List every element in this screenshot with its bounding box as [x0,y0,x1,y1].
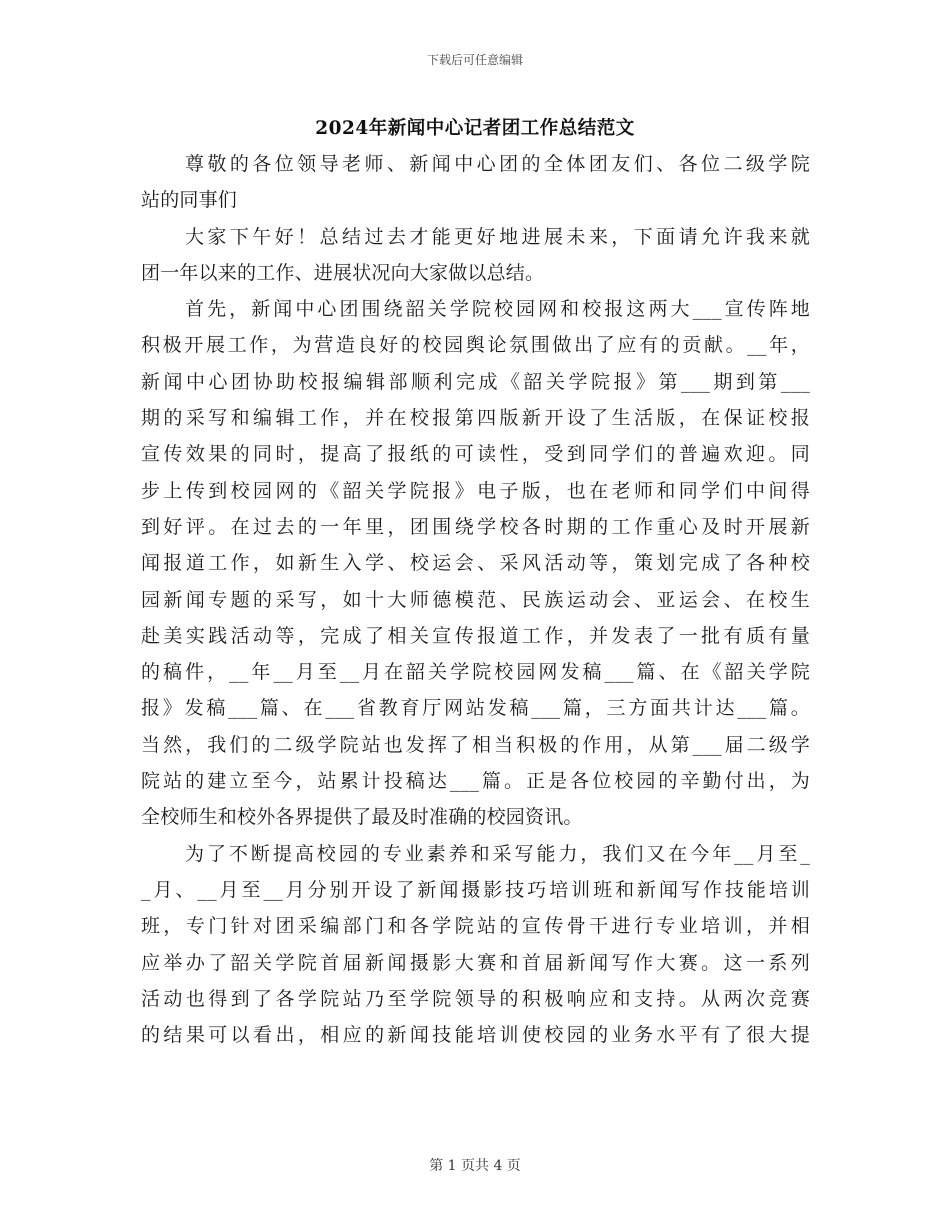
page-header: 下载后可任意编辑 [426,53,523,67]
text-line: 首先，新闻中心团围绕韶关学院校园网和校报这两大___宣传阵地 [185,298,810,321]
text-line: 的稿件，__年__月至__月在韶关学院校园网发稿___篇、在《韶关学院 [141,661,810,684]
text-line: 院站的建立至今，站累计投稿达___篇。正是各位校园的辛勤付出，为 [141,770,810,793]
text-line: 尊敬的各位领导老师、新闻中心团的全体团友们、各位二级学院 [185,153,810,175]
text-line: 闻报道工作，如新生入学、校运会、采风活动等，策划完成了各种校 [141,552,810,575]
paragraph-achievements [141,291,810,835]
paragraph-greeting [141,146,810,219]
text-line: 应举办了韶关学院首届新闻摄影大赛和首届新闻写作大赛。这一系列 [141,951,810,974]
text-line: 活动也得到了各学院站乃至学院领导的积极响应和支持。从两次竞赛 [141,987,810,1010]
text-line: 到好评。在过去的一年里，团围绕学校各时期的工作重心及时开展新 [141,515,810,538]
text-line: 大家下午好！总结过去才能更好地进展未来，下面请允许我来就 [185,225,810,248]
text-line: 站的同事们 [141,189,238,212]
text-line: 为了不断提高校园的专业素养和采写能力，我们又在今年__月至_ [185,842,810,865]
document-title: 2024年新闻中心记者团工作总结范文 [315,118,635,139]
text-line: 宣传效果的同时，提高了报纸的可读性，受到同学们的普遍欢迎。同 [141,443,810,466]
text-line: _月、__月至__月分别开设了新闻摄影技巧培训班和新闻写作技能培训 [141,878,810,901]
paragraph-intro [141,219,810,292]
page-number: 第 1 页共 4 页 [429,1158,521,1174]
text-line: 当然，我们的二级学院站也发挥了相当积极的作用，从第___届二级学 [141,733,810,756]
text-line: 期的采写和编辑工作，并在校报第四版新开设了生活版，在保证校报 [141,407,810,430]
text-line: 班，专门针对团采编部门和各学院站的宣传骨干进行专业培训，并相 [141,915,810,938]
text-line: 报》发稿___篇、在___省教育厅网站发稿___篇，三方面共计达___篇。 [141,697,810,720]
text-line: 团一年以来的工作、进展状况向大家做以总结。 [141,261,545,284]
text-line: 赴美实践活动等，完成了相关宣传报道工作，并发表了一批有质有量 [141,624,810,647]
text-line: 园新闻专题的采写，如十大师德模范、民族运动会、亚运会、在校生 [141,588,810,611]
text-line: 步上传到校园网的《韶关学院报》电子版，也在老师和同学们中间得 [141,479,810,502]
text-line: 全校师生和校外各界提供了最及时准确的校园资讯。 [141,806,583,829]
document-body [141,146,810,1053]
text-line: 积极开展工作，为营造良好的校园舆论氛围做出了应有的贡献。__年， [141,334,810,357]
text-line: 的结果可以看出，相应的新闻技能培训使校园的业务水平有了很大提 [141,1024,810,1047]
text-line: 新闻中心团协助校报编辑部顺利完成《韶关学院报》第___期到第___ [141,370,810,393]
paragraph-training [141,836,810,1054]
